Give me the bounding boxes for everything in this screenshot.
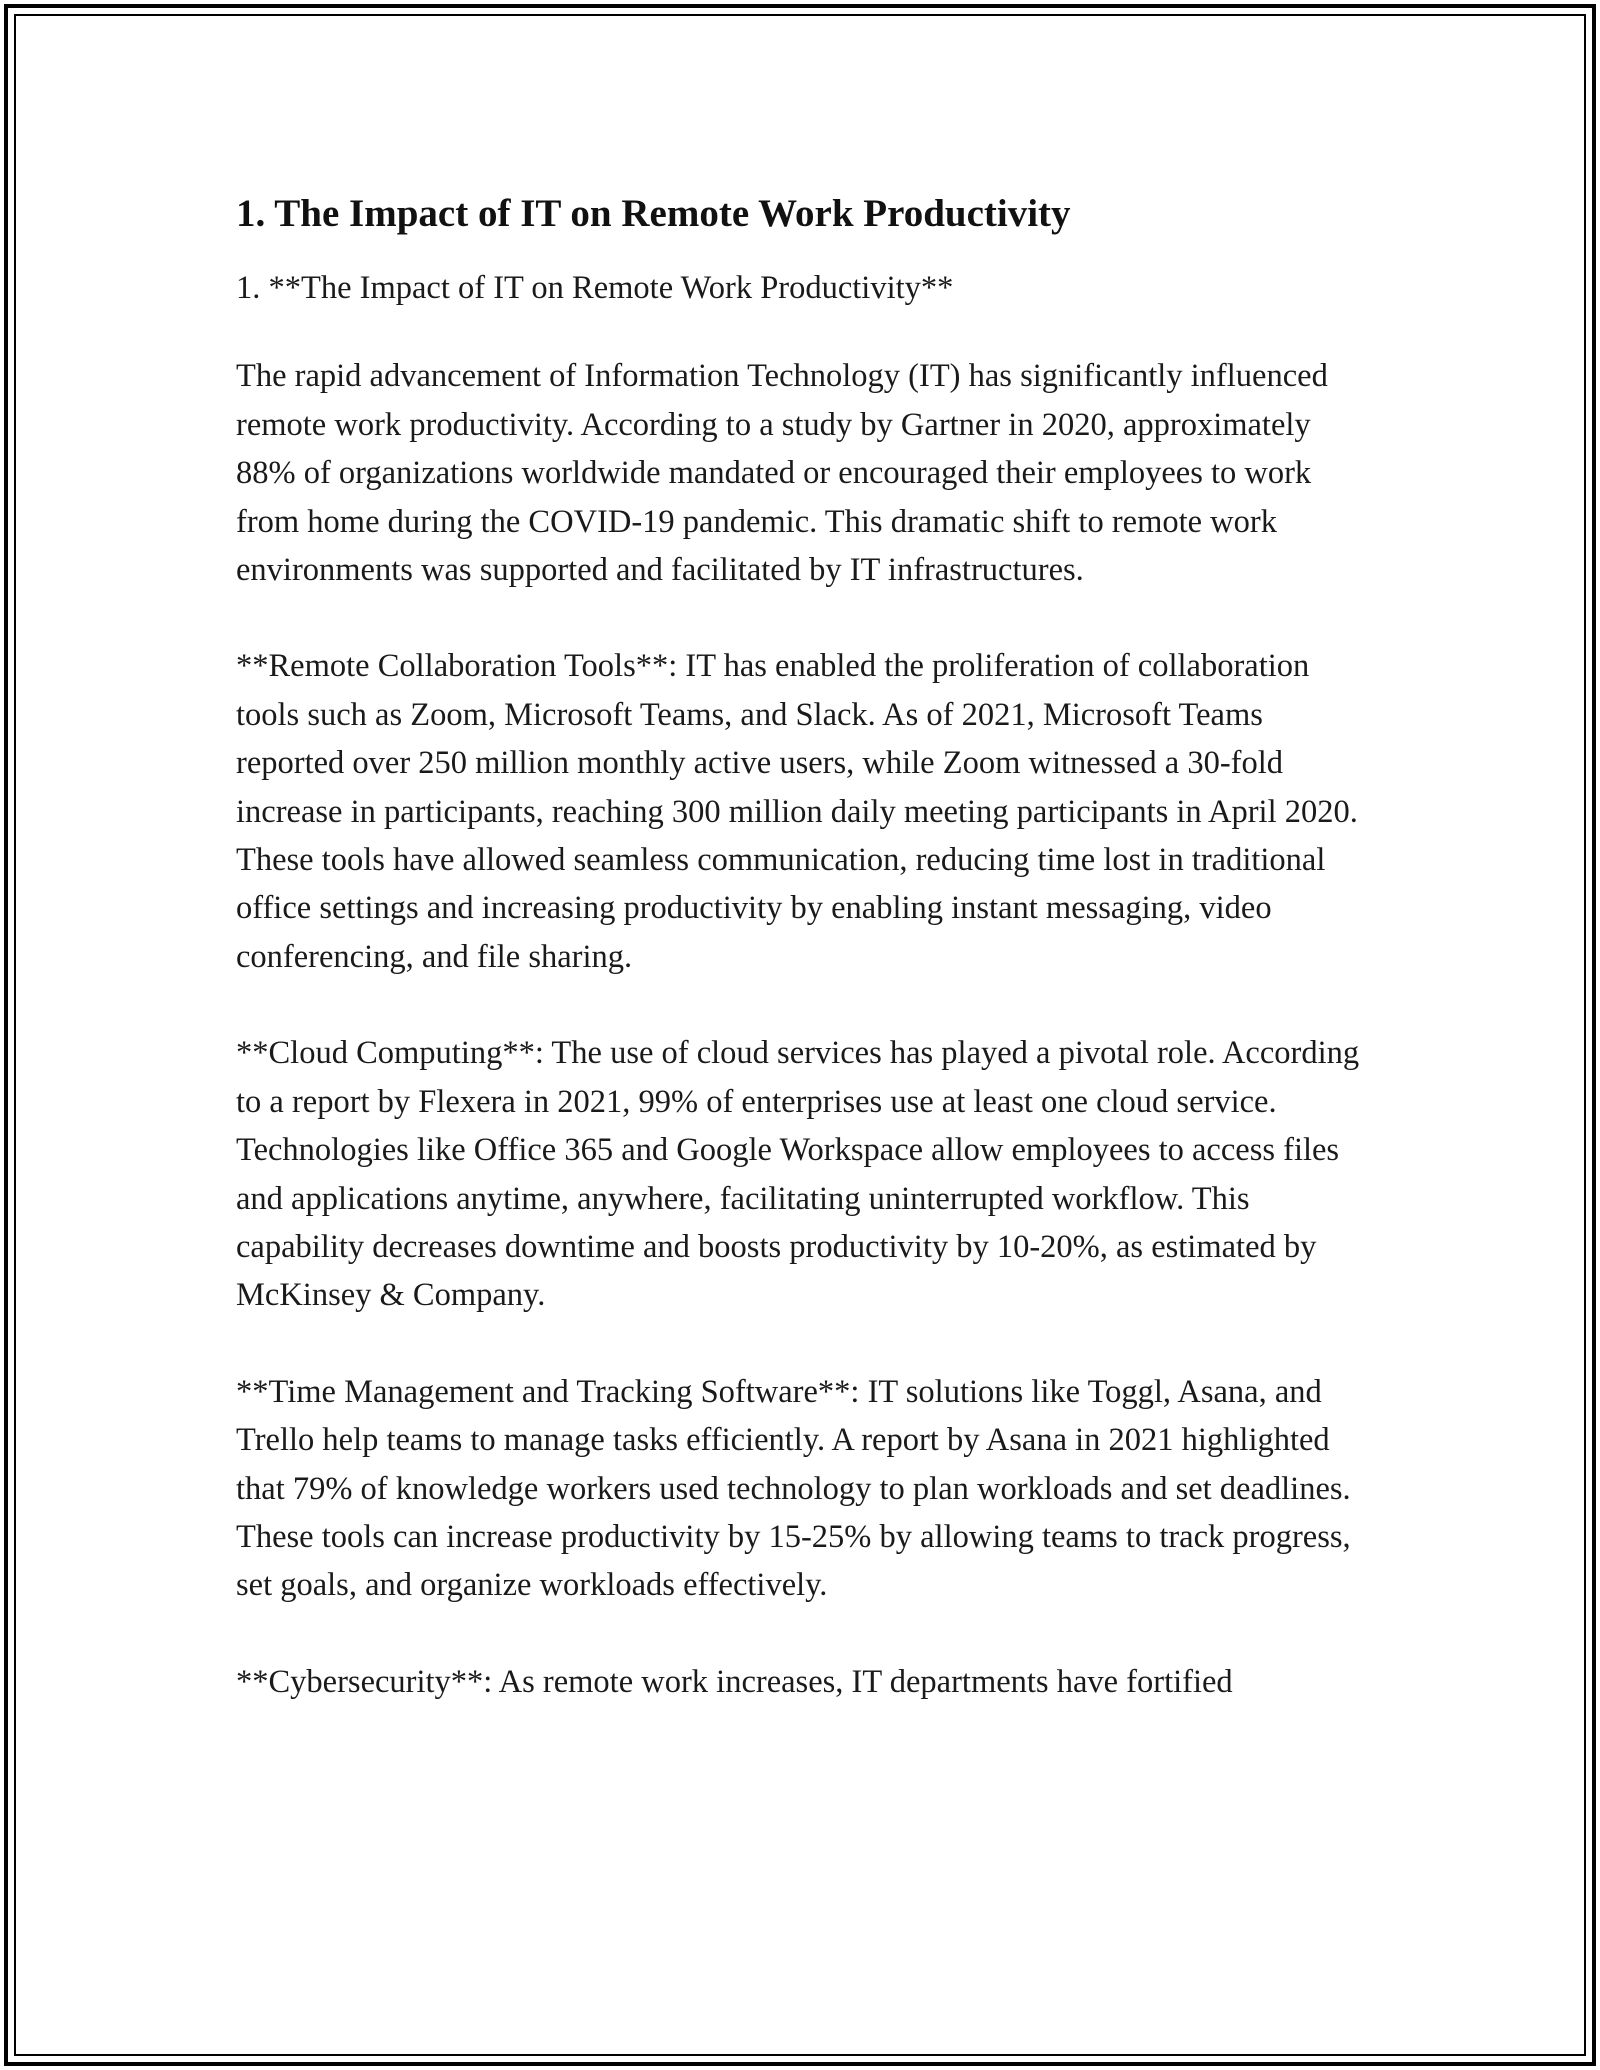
paragraph-cloud-computing: **Cloud Computing**: The use of cloud services has played a pivotal role. According to a report by Flexera in 2021, 99% of enterprises use at least one cloud service. Technologies like Office 365 and Google Workspace allow employees to access files and applications anytime, anywhere, facilitating uninterrupted workflow. This capability decreases downtime and boosts productivity by 10-20%, as estimated by McKinsey & Company. (236, 1035, 1360, 1314)
paragraph-time-management: **Time Management and Tracking Software**: IT solutions like Toggl, Asana, and Trello help teams to manage tasks efficiently. A report by Asana in 2021 highlighted that 79% of knowledge workers used technology to plan workloads and set deadlines. These tools can increase productivity by 15-25% by allowing teams to track progress, set goals, and organize workloads effectively. (236, 1373, 1351, 1604)
section-heading: 1. The Impact of IT on Remote Work Productivity (236, 192, 1071, 235)
paragraph-cybersecurity: **Cybersecurity**: As remote work increases, IT departments have fortified (236, 1663, 1233, 1700)
paragraph-title-restated: 1. **The Impact of IT on Remote Work Productivity** (236, 270, 954, 306)
paragraph-remote-collaboration-tools: **Remote Collaboration Tools**: IT has enabled the proliferation of collaboration tools such as Zoom, Microsoft Teams, and Slack. As of 2021, Microsoft Teams reported over 250 million monthly active users, while Zoom witnessed a 30-fold increase in participants, reaching 300 million daily meeting participants in April 2020. These tools have allowed seamless communication, reducing time lost in traditional office settings and increasing productivity by enabling instant messaging, video conferencing, and file sharing. (236, 648, 1358, 975)
paragraph-intro: The rapid advancement of Information Technology (IT) has significantly influenced remote work productivity. According to a study by Gartner in 2020, approximately 88% of organizations worldwide mandated or encouraged their employees to work from home during the COVID-19 pandemic. This dramatic shift to remote work environments was supported and facilitated by IT infrastructures. (236, 358, 1328, 589)
document-body (236, 186, 1366, 1754)
